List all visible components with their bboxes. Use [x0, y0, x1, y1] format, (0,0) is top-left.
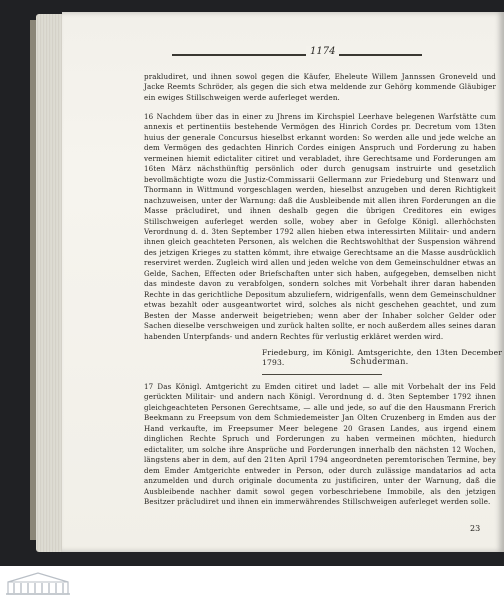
- intro-paragraph: prakludiret, und ihnen sowol gegen die Käufer, Eheleute Willem Jannssen Groneveld und Jacke Reemts Schröder, als gegen die sich etwa meldende zur Gehörg kommende Gläubiger ein ewiges Stillschweigen werde auferleget werden.: [144, 72, 496, 102]
- folio-number: 1174: [306, 46, 339, 57]
- signature: Schuderman.: [350, 356, 409, 366]
- header-rule: [172, 54, 422, 56]
- book-page: [62, 12, 504, 552]
- paragraph-17: 17 Das Königl. Amtgericht zu Emden citiret und ladet — alle mit Vorbehalt der ins Feld gerückten Militair- und andern nach Königl. Verordnung d. d. 3ten September 1792 ihnen gleichgeachteten Personen Gerechtsame, — alle und jede, so auf die den Hausmann Frerich Beekmann zu Freepsum von dem Schmiedemeister Jan Olten Cruzenberg in Emden aus der Hand verkaufte, im Freepsumer Meer belegene 20 Grasen Landes, aus irgend einem dinglichen Rechte Spruch und Forderungen zu haben vermeinen möchten, hiedurch edictaliter, um solche ihre Ansprüche und Forderungen innerhalb den nächsten 12 Wochen, längstens aber in dem, auf den 21ten April 1794 angeordneten peremtorischen Termine, bey dem Emder Amtgerichte entweder in Person, oder durch zulässige mandatarios ad acta anzumelden und durch originale documenta zu justificiren, unter der Warnung, daß die Ausbleibende nachher damit sowol gegen vorbeschriebene Immobile, als den jetzigen Besitzer präcludiret und ihnen ein immerwährendes Stillschweigen auferleget werden solle.: [144, 382, 496, 506]
- viewer-footer: [0, 566, 504, 598]
- section-divider: [262, 374, 382, 375]
- dateline: Friedeburg, im Königl. Amtsgerichte, den 13ten December 1793.: [262, 348, 502, 368]
- paragraph-16: 16 Nachdem über das in einer zu Jhrens im Kirchspiel Leerhave belegenen Warfstätte cum annexis et pertinentiis bestehende Vermögen des Hinrich Cordes pr. Decretum vom 13ten huius der generale Concursus hieselbst erkannt worden: So werden alle und jede welche an dem Vermögen des gedachten Hinrich Cordes einigen Anspruch und Forderung zu haben vermeinen hiemit edictaliter citiret und verabladet, ihre Gerechtsame und Forderungen am 16ten März nächsthünftig persönlich oder durch genugsam instruirte und gesetzlich bevollmächtigte wozu die Justiz-Commissarii Gellermann zur Friedeburg und Stenwarz und Thormann in Wittmund vorgeschlagen werden, hieselbst anzugeben und deren Richtigkeit nachzuweisen, unter der Warnung: daß die Ausbleibende mit allen ihren Forderungen an die Masse präcludiret, und ihnen deshalb gegen die übrigen Creditores ein ewiges Stillschweigen auferleget werden solle, wobey aber in Gefolge Königl. allerhöchsten Verordnung d. d. 3ten September 1792 allen hieben etwa interessirten Militair- und andern ihnen gleich geachteten Personen, als welchen die Rechtswohlthat der Suspension während des jetzigen Krieges zu statten kömmt, ihre etwaige Gerechtsame an die Masse ausdrücklich reserviret werden. Zugleich wird allen und jeden welche von dem Gemeinschuldner etwas an Gelde, Sachen, Effecten oder Briefschaften unter sich haben, aufgegeben, demselben nicht das mindeste davon zu verabfolgen, sondern solches mit Vorbehalt ihrer daran habenden Rechte in das gerichtliche Depositum abzuliefern, widrigenfalls, wenn dem Gemeinschuldner etwas bezahlt oder ausgeantwortet wird, solches als nicht geschehen geachtet, und zum Besten der Masse anderweit beigetrieben; wenn aber der Inhaber solcher Gelder oder Sachen dieselbe verschweigen und zurück halten sollte, er noch außerdem alles seines daran habenden Unterpfands- und andern Rechtes für verlustig erkläret werden wird.: [144, 112, 496, 341]
- page-number: 23: [470, 524, 481, 533]
- library-building-logo: [4, 570, 72, 596]
